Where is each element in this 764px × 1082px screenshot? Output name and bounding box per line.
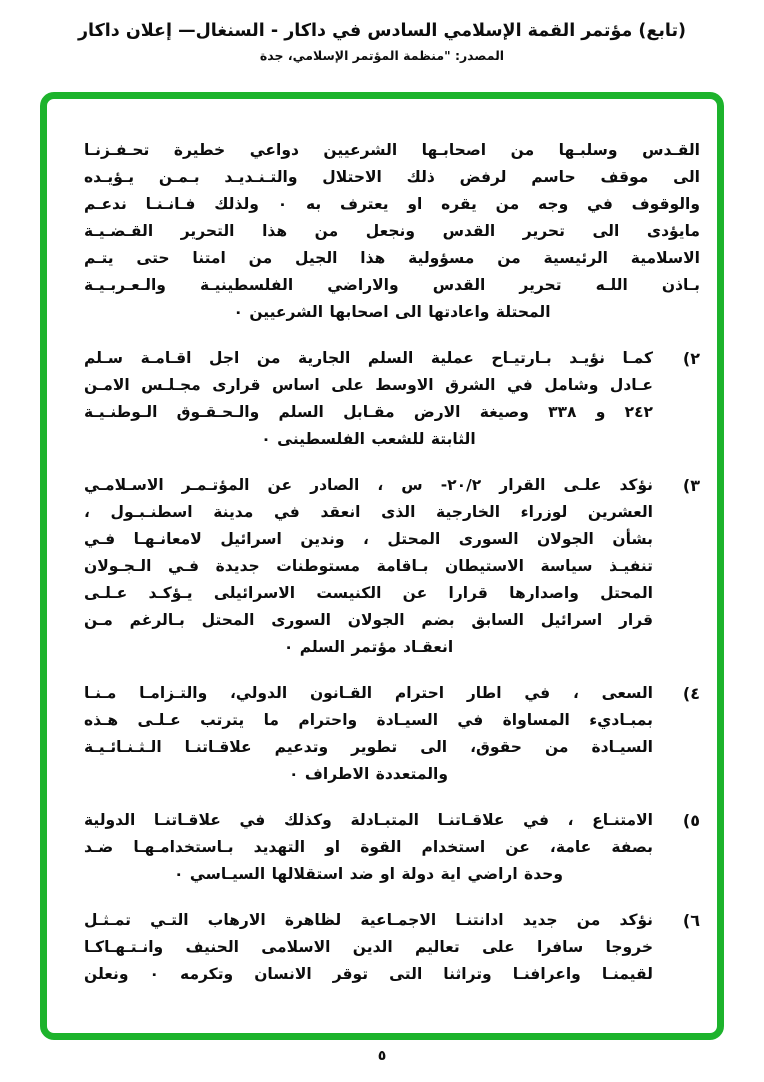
text-line: نؤكد علـى القرار ٢٠/٢- س ، الصادر عن المؤتـمـر الاسـلامـي	[84, 476, 653, 494]
paragraph-number: ٦)	[682, 911, 700, 930]
text-line: المحتلة واعادتها الى اصحابها الشرعيين ٠	[233, 303, 551, 321]
text-line: الاسلامية الرئيسية من مسؤولية هذا الجيل من امتنا حتى يتـم	[84, 249, 700, 267]
text-line: ٢٤٢ و ٣٣٨ وصيغة الارض مقـابل السلم والـحـقـوق الـوطنـيـة	[84, 403, 653, 421]
green-border-frame	[40, 92, 724, 1040]
text-line: انعقـاد مؤتمر السلم ٠	[283, 638, 454, 656]
text-line: الى موقف حاسم لرفض ذلك الاحتلال والتـنـديـد بـمـن يـؤيـده	[84, 168, 700, 186]
text-line: السعى ، في اطار احترام القـانون الدولي، والتـزامـا مـنـا	[84, 684, 653, 702]
paragraph-lines	[84, 807, 653, 888]
text-line: الثابتة للشعب الفلسطينى ٠	[261, 430, 476, 448]
text-line: قرار اسرائيل السابق بضم الجولان السورى المحتل بـالرغم مـن	[84, 611, 653, 629]
text-line: خروجا سافرا على تعاليم الدين الاسلامى الحنيف وانـتـهـاكـا	[84, 938, 653, 956]
paragraph	[84, 345, 700, 453]
text-line: عـادل وشامل في الشرق الاوسط على اساس قرارى مجـلـس الامـن	[84, 376, 653, 394]
paragraph-lines	[84, 680, 653, 788]
page-number: ٥	[377, 1048, 387, 1064]
text-line: السيـادة من حقوق، الى تطوير وتدعيم علاقـاتنـا الـثـنـائـيـة	[84, 738, 653, 756]
paragraph	[84, 472, 700, 661]
text-line: المحتل واصدارها قرارا عن الكنيست الاسرائيلى يـؤكـد عـلـى	[84, 584, 653, 602]
paragraph-lines	[84, 345, 653, 453]
text-line: الامتنـاع ، في علاقـاتنـا المتبـادلة وكذلك في علاقـاتنـا الدولية	[84, 811, 653, 829]
text-line: تنفيـذ سياسة الاستيطان بـاقامة مستوطنات جديدة فـي الـجـولان	[84, 557, 653, 575]
paragraph-lines	[84, 472, 653, 661]
paragraph-lines	[84, 137, 700, 326]
document-title: (تابع) مؤتمر القمة الإسلامي السادس في داكار - السنغال— إعلان داكار	[77, 21, 687, 41]
text-line: بشأن الجولان السورى المحتل ، وندين اسرائيل لامعانـهـا فـي	[84, 530, 653, 548]
document-source: المصدر: "منظمة المؤتمر الإسلامي، جدة	[259, 47, 505, 63]
paragraph-number: ٣)	[682, 476, 700, 495]
text-line: والوقوف في وجه من يقره او يعترف به ٠ ولذلك فـانـنـا ندعـم	[84, 195, 701, 213]
text-line: نؤكد من جديد ادانتنـا الاجمـاعية لظاهرة الارهاب التـي تمـثـل	[84, 911, 653, 929]
paragraph	[84, 137, 700, 326]
text-line: بمبـاديء المساواة في السيـادة واحترام ما يترتب عـلـى هـذه	[84, 711, 653, 729]
document-header	[0, 20, 764, 63]
paragraph	[84, 807, 700, 888]
paragraph-number: ٤)	[682, 684, 700, 703]
paragraph-lines	[84, 907, 653, 988]
text-line: بصفة عامة، عن استخدام القوة او التهديد بـاستخدامـهـا ضـد	[84, 838, 653, 856]
text-line: القـدس وسلبـها من اصحابـها الشرعيين دواعي خطيرة تحـفـزنـا	[84, 141, 700, 159]
text-line: العشرين لوزراء الخارجية الذى انعقد في مدينة اسطنـبـول ،	[84, 503, 653, 521]
text-line: بـاذن اللـه تحرير القدس والاراضي الفلسطينيـة والـعـربـيـة	[84, 276, 700, 294]
paragraph-number: ٢)	[682, 349, 700, 368]
text-line: والمتعددة الاطراف ٠	[289, 765, 448, 783]
text-line: كمـا نؤيـد بـارتيـاح عملية السلم الجارية من اجل اقـامـة سـلم	[84, 349, 653, 367]
paragraph	[84, 907, 700, 988]
text-line: وحدة اراضي اية دولة او ضد استقلالها السيـاسي ٠	[174, 865, 563, 883]
paragraph-list	[84, 137, 700, 988]
paragraph	[84, 680, 700, 788]
text-line: لقيمنـا واعرافنـا وتراثنا التى توقر الانسان وتكرمه ٠ ونعلن	[84, 965, 653, 983]
paragraph-number: ٥)	[682, 811, 700, 830]
text-line: مايؤدى الى تحرير القدس ونجعل من هذا التحرير القـضـيـة	[84, 222, 700, 240]
